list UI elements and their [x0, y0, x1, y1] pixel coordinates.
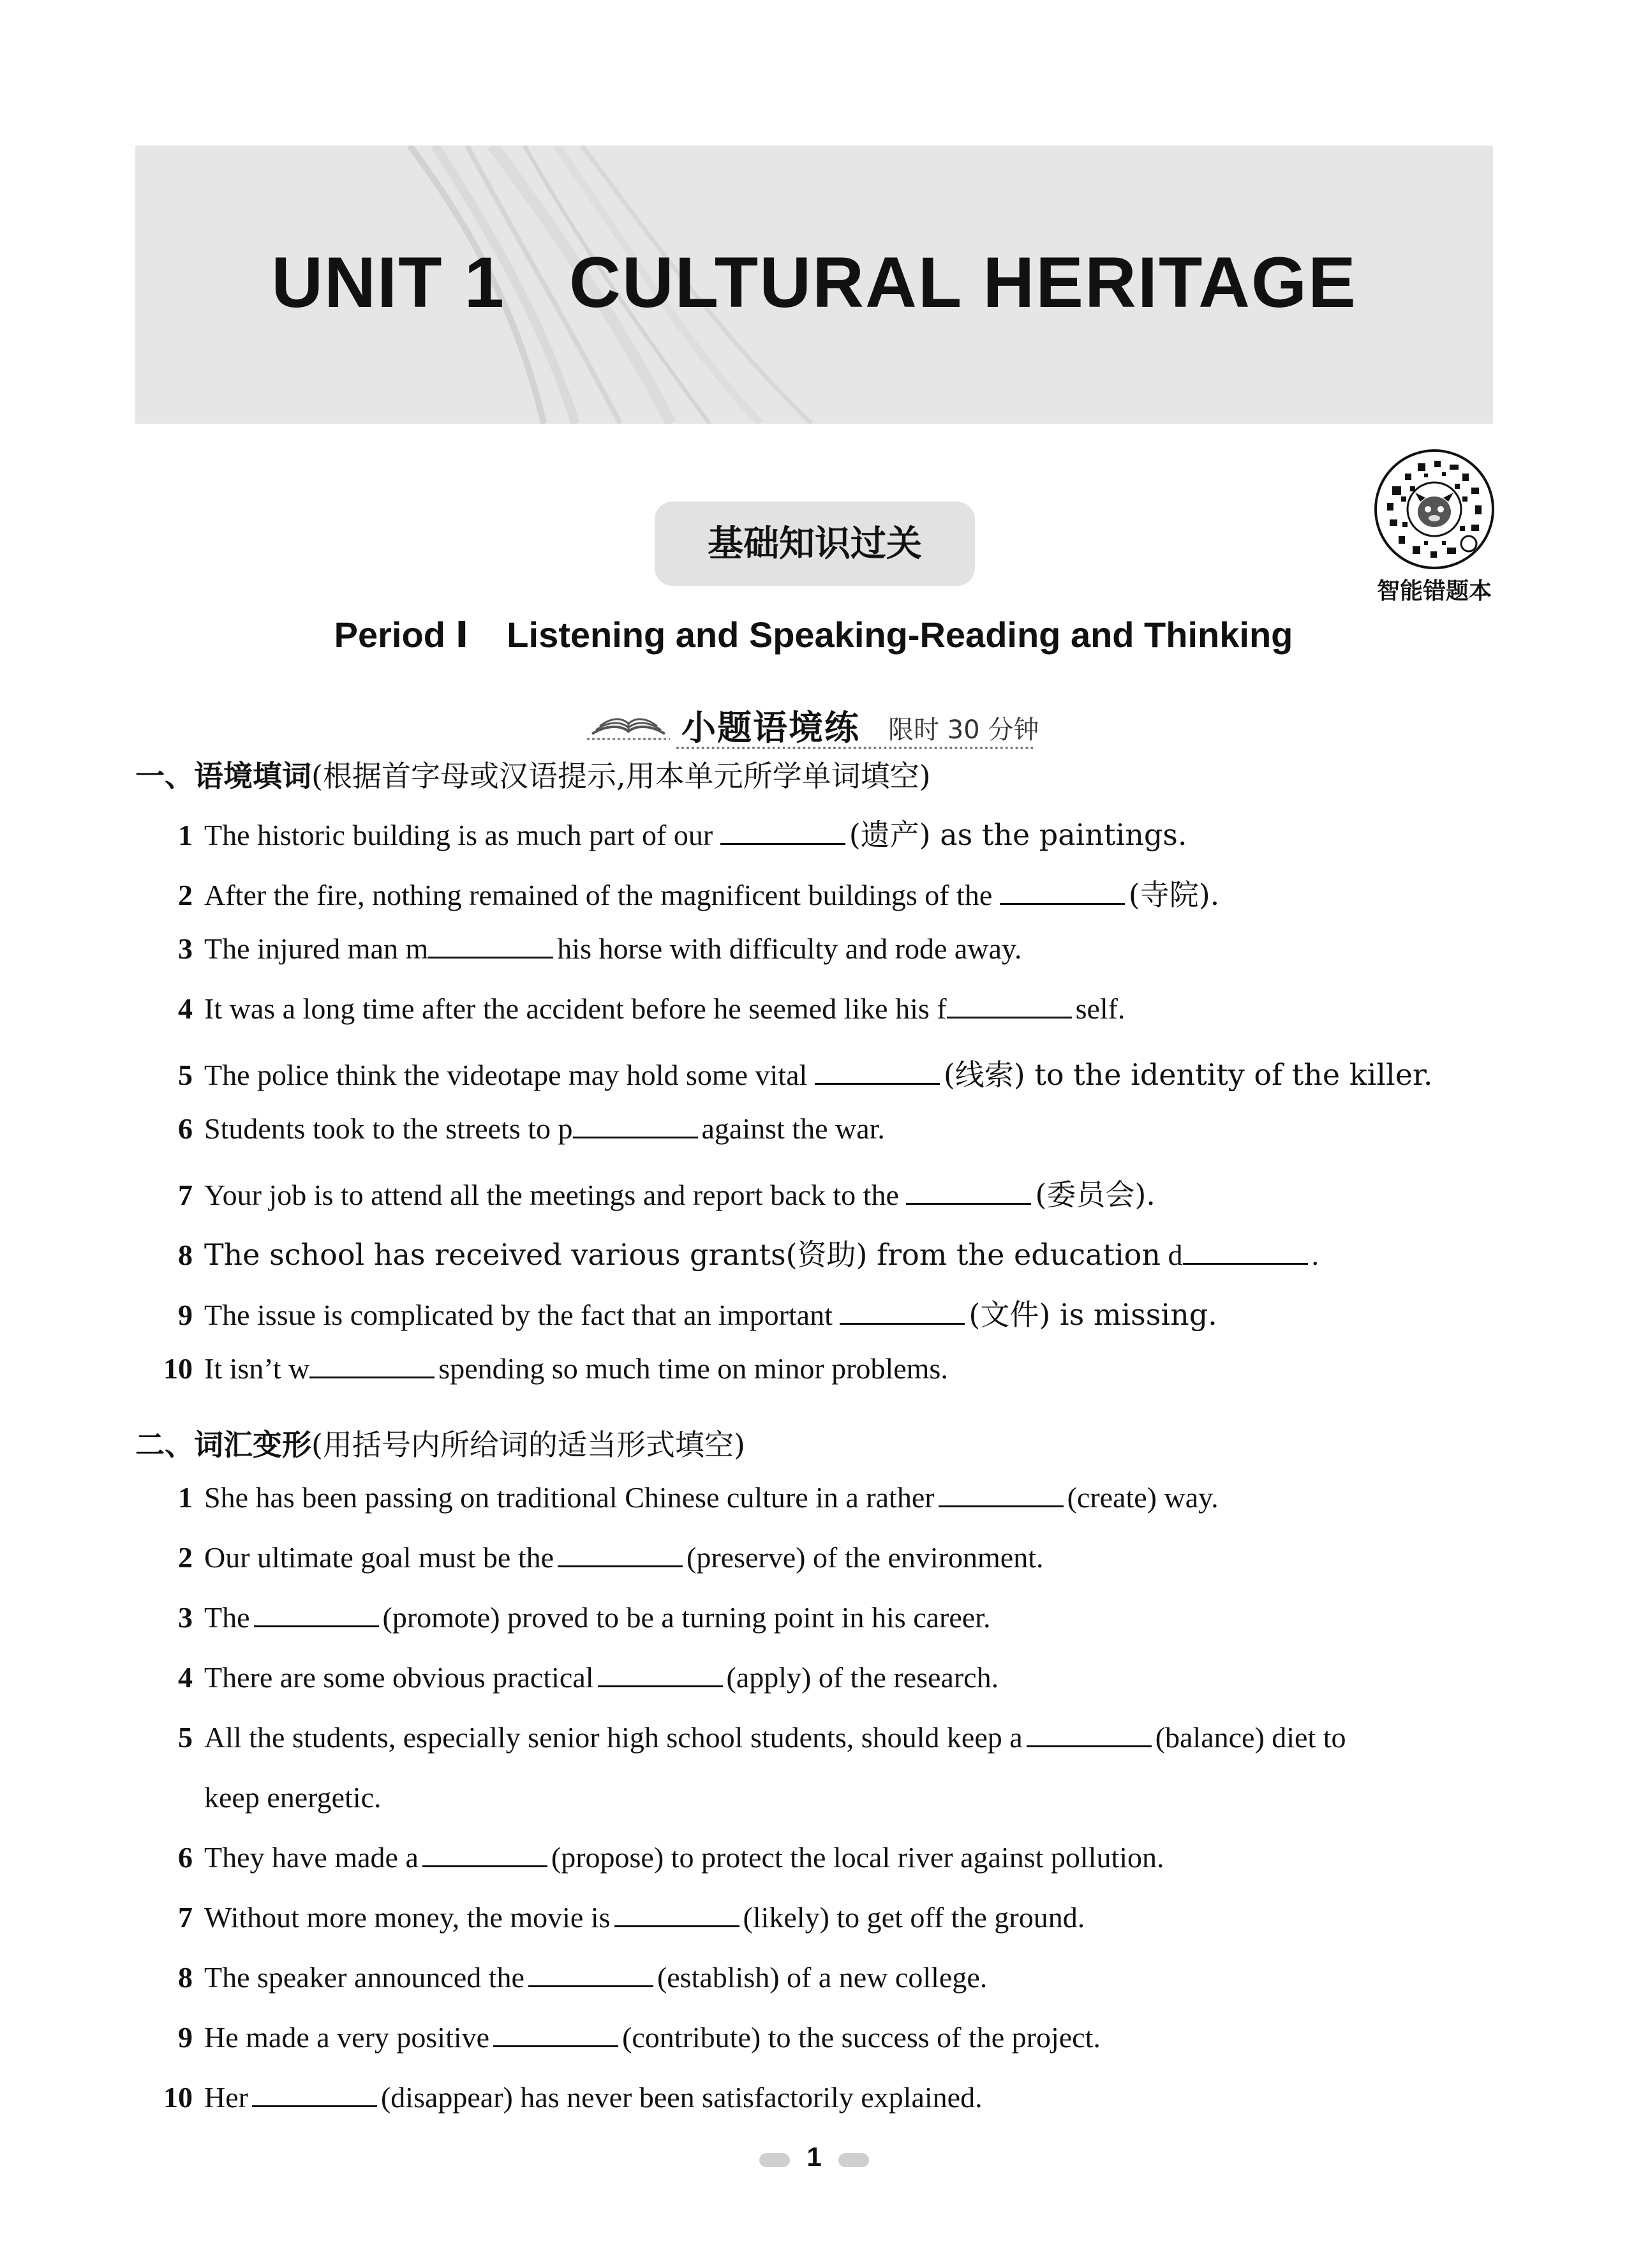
part2-instruction: (用括号内所给词的适当形式填空) — [311, 1428, 745, 1462]
part1-item — [135, 1292, 1494, 1334]
item-number: 9 — [178, 1299, 193, 1331]
item-text: After the fire, nothing remained of the magnificent buildings of the — [204, 879, 993, 911]
practice-time-limit: 限时 30 分钟 — [888, 715, 1039, 745]
part1-item — [135, 812, 1494, 854]
item-text: (委员会). — [1035, 1177, 1155, 1212]
item-number: 2 — [178, 879, 193, 911]
item-text: (establish) of a new college. — [657, 1961, 988, 1994]
unit-name: CULTURAL HERITAGE — [568, 242, 1357, 322]
answer-blank[interactable] — [720, 820, 845, 845]
answer-blank[interactable] — [558, 1542, 683, 1567]
qr-label: 智能错题本 — [1376, 578, 1492, 604]
item-text: (likely) to get off the ground. — [743, 1901, 1085, 1934]
item-text: spending so much time on minor problems. — [438, 1352, 948, 1385]
answer-blank[interactable] — [815, 1060, 940, 1085]
item-text: (balance) diet to — [1155, 1721, 1346, 1754]
part2-title: 二、词汇变形 — [135, 1428, 311, 1462]
part1-title: 一、语境填词 — [135, 759, 311, 793]
item-text: self. — [1075, 992, 1126, 1025]
item-text: (寺院). — [1128, 877, 1220, 912]
item-number: 10 — [163, 1352, 193, 1385]
answer-blank[interactable] — [252, 2082, 377, 2107]
answer-blank[interactable] — [309, 1354, 435, 1378]
answer-blank[interactable] — [598, 1662, 723, 1687]
answer-blank[interactable] — [1183, 1240, 1308, 1265]
item-number: 6 — [178, 1112, 193, 1145]
page-number: 1 — [806, 2142, 822, 2172]
part2-item — [135, 1481, 1494, 1514]
part1-item — [135, 992, 1494, 1026]
part1-item — [135, 1112, 1494, 1145]
item-text: (文件) is missing. — [969, 1297, 1217, 1332]
answer-blank[interactable] — [254, 1602, 379, 1627]
unit-number: UNIT 1 — [271, 242, 505, 322]
period-heading — [0, 614, 1627, 656]
item-text: Students took to the streets to — [204, 1112, 551, 1145]
item-text: The historic building is as much part of our — [204, 819, 713, 851]
item-number: 9 — [178, 2021, 193, 2054]
item-text: (线索) to the identity of the killer. — [943, 1057, 1433, 1092]
item-text: (create) way. — [1067, 1481, 1219, 1514]
item-number: 2 — [178, 1541, 193, 1574]
item-initial: w — [288, 1352, 310, 1385]
answer-blank[interactable] — [906, 1180, 1031, 1205]
item-text: (apply) of the research. — [726, 1661, 999, 1694]
item-text: He made a very positive — [204, 2021, 490, 2054]
page-bar-right — [838, 2153, 869, 2167]
item-text: The issue is complicated by the fact that an important — [204, 1299, 833, 1331]
item-continuation: keep energetic. — [204, 1781, 382, 1814]
item-number: 1 — [178, 1481, 193, 1514]
item-number: 4 — [178, 1661, 193, 1694]
item-initial: f — [937, 992, 947, 1025]
part2-item — [135, 2080, 1494, 2114]
item-text: They have made a — [204, 1841, 419, 1874]
item-number: 4 — [178, 992, 193, 1025]
item-text: She has been passing on traditional Chinese culture in a rather — [204, 1481, 935, 1514]
item-number: 3 — [178, 1601, 193, 1634]
answer-blank[interactable] — [614, 1902, 739, 1927]
answer-blank[interactable] — [947, 994, 1072, 1018]
part2-item — [135, 2020, 1494, 2054]
item-initial: d — [1168, 1239, 1183, 1271]
answer-blank[interactable] — [1000, 880, 1125, 905]
answer-blank[interactable] — [939, 1482, 1064, 1507]
item-text: All the students, especially senior high school students, should keep a — [204, 1721, 1023, 1754]
period-title: Listening and Speaking-Reading and Thinking — [507, 615, 1293, 655]
part1-item — [135, 872, 1494, 914]
practice-title: 小题语境练 — [681, 708, 860, 748]
item-text: . — [1311, 1239, 1319, 1271]
answer-blank[interactable] — [1027, 1722, 1152, 1747]
part1-item — [135, 1172, 1494, 1214]
part2-item — [135, 1840, 1494, 1874]
item-text: Without more money, the movie is — [204, 1901, 611, 1934]
item-text: (preserve) of the environment. — [687, 1541, 1044, 1574]
item-text: The school has received various grants(资助) from the education — [204, 1237, 1161, 1272]
answer-blank[interactable] — [573, 1114, 698, 1138]
unit-title — [135, 241, 1493, 324]
part1-instruction: (根据首字母或汉语提示,用本单元所学单词填空) — [311, 759, 931, 793]
open-book-icon — [587, 706, 670, 744]
part1-item — [135, 1232, 1494, 1274]
practice-header — [587, 701, 1046, 752]
answer-blank[interactable] — [428, 934, 553, 959]
item-text: (遗产) as the paintings. — [849, 817, 1187, 852]
item-number: 10 — [163, 2081, 193, 2114]
item-text: The police think the videotape may hold some vital — [204, 1059, 808, 1091]
part1-heading — [135, 753, 931, 795]
item-number: 8 — [178, 1961, 193, 1994]
item-text: It isn’t — [204, 1352, 281, 1385]
period-number: Period Ⅰ — [334, 615, 469, 655]
answer-blank[interactable] — [493, 2022, 618, 2047]
item-number: 1 — [178, 819, 193, 851]
section-title: 基础知识过关 — [655, 502, 975, 586]
item-text: (promote) proved to be a turning point in his career. — [382, 1601, 991, 1634]
item-text: The — [204, 1601, 250, 1634]
item-number: 6 — [178, 1841, 193, 1874]
item-text: The speaker announced the — [204, 1961, 524, 1994]
item-text: It was a long time after the accident before he seemed like his — [204, 992, 930, 1025]
item-text: There are some obvious practical — [204, 1661, 594, 1694]
part2-heading — [135, 1422, 745, 1464]
item-text: (disappear) has never been satisfactorily explained. — [380, 2081, 983, 2114]
item-initial: m — [405, 932, 429, 965]
item-number: 5 — [178, 1721, 193, 1754]
part1-item — [135, 1052, 1494, 1094]
part2-item — [135, 1720, 1494, 1754]
item-text: (contribute) to the success of the project. — [622, 2021, 1101, 2054]
item-text: his horse with difficulty and rode away. — [557, 932, 1022, 965]
answer-blank[interactable] — [840, 1300, 965, 1325]
item-text: Our ultimate goal must be the — [204, 1541, 554, 1574]
answer-blank[interactable] — [422, 1842, 547, 1867]
item-initial: p — [558, 1112, 573, 1145]
part1-item — [135, 932, 1494, 966]
answer-blank[interactable] — [528, 1962, 653, 1987]
item-number: 5 — [178, 1059, 193, 1091]
part2-item — [135, 1600, 1494, 1634]
part2-item — [135, 1960, 1494, 1994]
part1-item — [135, 1352, 1494, 1385]
item-text: against the war. — [701, 1112, 885, 1145]
item-text: Her — [204, 2081, 248, 2114]
part2-item — [135, 1900, 1494, 1934]
item-text: Your job is to attend all the meetings and report back to the — [204, 1179, 899, 1211]
item-text: (propose) to protect the local river against pollution. — [551, 1841, 1164, 1874]
qr-code-icon[interactable] — [1373, 448, 1496, 571]
item-text: The injured man — [204, 932, 399, 965]
page-footer — [757, 2142, 872, 2174]
item-number: 7 — [178, 1179, 193, 1211]
part2-item — [135, 1660, 1494, 1694]
practice-underline — [676, 747, 1034, 749]
item-number: 3 — [178, 932, 193, 965]
item-number: 7 — [178, 1901, 193, 1934]
item-number: 8 — [178, 1239, 193, 1271]
unit-banner — [135, 145, 1493, 424]
part2-item — [135, 1541, 1494, 1574]
